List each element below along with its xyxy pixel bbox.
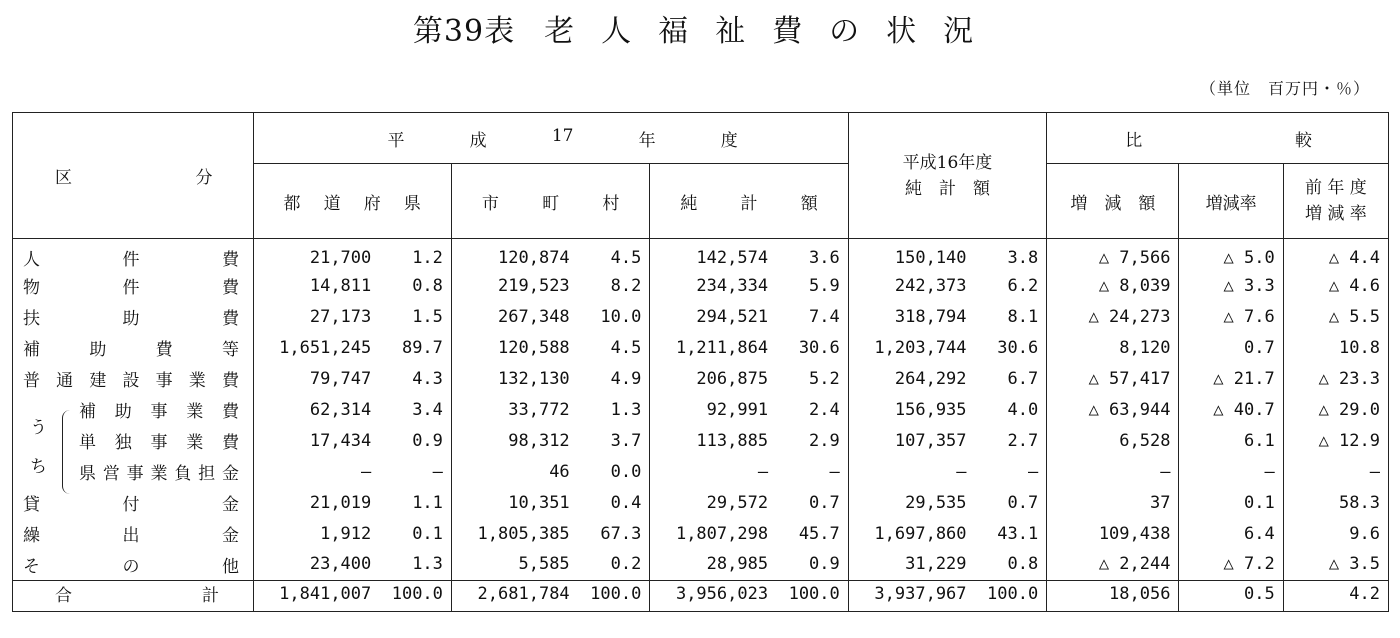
cell-prev: 31,229: [848, 549, 974, 580]
cell-rate: —: [1179, 456, 1283, 487]
header-char: 成: [469, 130, 487, 151]
cell-diff: △ 7,566: [1047, 239, 1179, 271]
cell-diff: 18,056: [1047, 580, 1179, 611]
label-char: 補: [23, 340, 40, 360]
table-number: 第39表: [412, 14, 516, 49]
label-char: 合: [55, 586, 72, 606]
elderly-welfare-table: [12, 112, 1389, 612]
cell-diff: 6,528: [1047, 425, 1179, 456]
cell-muni: 120,874: [451, 239, 577, 271]
cell-diff: 109,438: [1047, 518, 1179, 549]
cell-pref-pct: 1.1: [412, 492, 443, 513]
cell-muni-pct: 0.0: [610, 461, 642, 482]
label-char: 物: [23, 278, 40, 298]
cell-prev-pct: 4.0: [1007, 399, 1039, 420]
cell-rate: 0.1: [1179, 487, 1283, 518]
cell-pref: 21,700: [253, 239, 379, 271]
cell-pref: 27,173: [253, 301, 379, 332]
cell-pref-pct: 89.7: [401, 337, 443, 358]
cell-prev: 242,373: [848, 270, 974, 301]
fy17-header: [253, 113, 848, 164]
label-char: 他: [222, 556, 239, 577]
cell-pref: 1,651,245: [253, 332, 379, 363]
header-char: 純: [680, 193, 698, 214]
cell-pref-pct: —: [432, 461, 443, 482]
label-char: 件: [122, 278, 140, 298]
uchi-char: ち: [30, 457, 47, 477]
cell-prev-rate: △ 3.5: [1283, 549, 1388, 580]
header-char: 道: [323, 193, 341, 214]
cell-net-pct: —: [829, 461, 840, 482]
cell-net: 3,956,023: [650, 580, 776, 611]
cell-rate: △ 7.2: [1179, 549, 1283, 580]
title-char: の: [829, 14, 861, 49]
label-char: 事: [150, 402, 168, 422]
unit-label: （単位 百万円・％）: [1199, 79, 1370, 98]
cell-rate: △ 7.6: [1179, 301, 1283, 332]
label-char: そ: [23, 556, 40, 577]
table-title: [0, 6, 1400, 50]
cell-rate: 6.1: [1179, 425, 1283, 456]
cell-rate: △ 40.7: [1179, 394, 1283, 425]
fy16-line1: 平成16年度: [902, 152, 993, 173]
label-char: 費: [222, 433, 239, 453]
label-char: 扶: [23, 309, 40, 329]
cell-prev-pct: 43.1: [997, 523, 1039, 544]
cell-prev-rate: 4.2: [1283, 580, 1388, 611]
cell-pref-pct: 0.1: [412, 523, 443, 544]
cell-prev: 1,203,744: [848, 332, 974, 363]
cell-net-pct: 2.4: [809, 399, 840, 420]
cell-muni: 5,585: [451, 549, 577, 580]
cell-pref-pct: 1.5: [412, 306, 443, 327]
cell-prev: 3,937,967: [848, 580, 974, 611]
cell-muni: 2,681,784: [451, 580, 577, 611]
title-char: 老: [544, 14, 576, 49]
table-row: [13, 239, 1389, 271]
table-row: [13, 456, 1389, 487]
cell-pref-pct: 4.3: [412, 368, 443, 389]
comparison-header: [1047, 113, 1389, 164]
cell-prev-rate: 58.3: [1283, 487, 1388, 518]
cell-pref-pct: 1.2: [412, 247, 443, 268]
cell-prev-pct: 0.7: [1007, 492, 1039, 513]
cell-prev: —: [848, 456, 974, 487]
cell-net: 234,334: [650, 270, 776, 301]
cell-muni-pct: 10.0: [600, 306, 642, 327]
cell-net: 28,985: [650, 549, 776, 580]
table-row: [13, 394, 1389, 425]
cell-net: 294,521: [650, 301, 776, 332]
change-amount-header: 増 減 額: [1047, 164, 1179, 239]
cell-prev-rate: △ 4.4: [1283, 239, 1388, 271]
title-char: 状: [886, 14, 918, 49]
label-char: 業: [150, 464, 168, 484]
cell-prev-rate: —: [1283, 456, 1388, 487]
cell-prev-pct: 3.8: [1007, 247, 1039, 268]
cell-pref-pct: 0.9: [412, 430, 443, 451]
row-label: [13, 456, 254, 487]
row-label: [13, 363, 254, 394]
table-row: [13, 425, 1389, 456]
cell-rate: △ 5.0: [1179, 239, 1283, 271]
net-total-header: [650, 164, 848, 239]
label-char: 建: [89, 371, 107, 391]
cell-prev-pct: 30.6: [997, 337, 1039, 358]
cell-pref: —: [253, 456, 379, 487]
label-char: 業: [188, 371, 206, 391]
prefecture-header: [253, 164, 451, 239]
cell-muni-pct: 3.7: [610, 430, 642, 451]
header-char: 17: [551, 125, 574, 146]
label-char: 単: [79, 433, 96, 453]
label-char: 事: [150, 433, 168, 453]
table-row: [13, 301, 1389, 332]
cell-net-pct: 100.0: [788, 583, 840, 604]
cell-muni-pct: 4.5: [610, 247, 642, 268]
cell-diff: △ 57,417: [1047, 363, 1179, 394]
prev-rate-line1: 前 年 度: [1304, 178, 1367, 198]
label-char: 人: [23, 250, 40, 270]
cell-rate: 6.4: [1179, 518, 1283, 549]
label-char: 費: [222, 402, 239, 422]
cell-prev-rate: △ 23.3: [1283, 363, 1388, 394]
label-char: 費: [222, 250, 239, 270]
municipality-header: [451, 164, 649, 239]
label-char: 事: [126, 464, 144, 484]
label-char: 業: [186, 433, 204, 453]
cell-muni: 1,805,385: [451, 518, 577, 549]
label-char: 事: [155, 371, 173, 391]
header-char: 度: [720, 130, 738, 151]
cell-prev-pct: —: [1027, 461, 1039, 482]
cell-net-pct: 45.7: [798, 523, 840, 544]
cell-net: 1,807,298: [650, 518, 776, 549]
table-row: [13, 332, 1389, 363]
header-char: 平: [387, 130, 405, 151]
subitem-brace: [62, 410, 73, 494]
cell-prev: 29,535: [848, 487, 974, 518]
cell-prev-rate: △ 29.0: [1283, 394, 1388, 425]
cell-pref-pct: 1.3: [412, 554, 443, 575]
header-char: 都: [283, 193, 301, 214]
label-char: 業: [186, 402, 204, 422]
cell-pref: 1,912: [253, 518, 379, 549]
cell-prev-rate: 9.6: [1283, 518, 1388, 549]
cell-muni-pct: 1.3: [610, 399, 642, 420]
cell-net: 1,211,864: [650, 332, 776, 363]
label-char: 貸: [23, 495, 40, 515]
label-char: 付: [122, 495, 140, 515]
cell-net-pct: 5.9: [809, 275, 840, 296]
cell-diff: △ 2,244: [1047, 549, 1179, 580]
label-char: 金: [221, 464, 239, 484]
cell-rate: △ 21.7: [1179, 363, 1283, 394]
cell-prev: 318,794: [848, 301, 974, 332]
cell-net-pct: 7.4: [809, 306, 840, 327]
cell-diff: 8,120: [1047, 332, 1179, 363]
table-row: [13, 363, 1389, 394]
cell-prev-pct: 6.2: [1007, 275, 1039, 296]
cell-rate: 0.5: [1179, 580, 1283, 611]
label-char: 金: [222, 526, 239, 546]
label-char: の: [122, 556, 140, 577]
uchi-char: う: [30, 418, 47, 438]
cell-pref: 23,400: [253, 549, 379, 580]
cell-pref: 17,434: [253, 425, 379, 456]
header-char: 町: [542, 193, 560, 214]
cell-net: 113,885: [650, 425, 776, 456]
cell-prev-pct: 6.7: [1007, 368, 1039, 389]
cell-muni: 98,312: [451, 425, 577, 456]
title-char: 人: [601, 14, 633, 49]
cell-net-pct: 5.2: [809, 368, 840, 389]
row-label: [13, 518, 254, 549]
cell-prev-rate: △ 5.5: [1283, 301, 1388, 332]
cell-prev: 150,140: [848, 239, 974, 271]
label-char: 担: [198, 464, 216, 484]
cell-prev-pct: 100.0: [987, 583, 1039, 604]
header-char: 比: [1125, 130, 1143, 151]
table-row: [13, 270, 1389, 301]
cell-net-pct: 0.7: [809, 492, 840, 513]
cell-net: 29,572: [650, 487, 776, 518]
cell-prev-rate: △ 4.6: [1283, 270, 1388, 301]
label-char: 通: [56, 371, 74, 391]
table-body: [13, 239, 1389, 612]
cell-prev: 156,935: [848, 394, 974, 425]
title-char: 福: [658, 14, 690, 49]
header-char: 区: [55, 168, 72, 188]
label-char: 等: [221, 340, 239, 360]
cell-prev-pct: 0.8: [1007, 554, 1039, 575]
row-label: [13, 580, 254, 611]
cell-net: 142,574: [650, 239, 776, 271]
cell-rate: △ 3.3: [1179, 270, 1283, 301]
cell-prev: 264,292: [848, 363, 974, 394]
label-char: 費: [222, 309, 239, 329]
row-label: [13, 270, 254, 301]
cell-muni: 132,130: [451, 363, 577, 394]
cell-net-pct: 0.9: [809, 554, 840, 575]
header-char: 府: [363, 193, 381, 214]
label-char: 負: [174, 464, 192, 484]
header-char: 計: [740, 193, 758, 214]
cell-pref-pct: 0.8: [412, 275, 443, 296]
cell-muni: 46: [451, 456, 577, 487]
cell-muni-pct: 8.2: [610, 275, 642, 296]
cell-diff: △ 8,039: [1047, 270, 1179, 301]
fy16-line2: 純 計 額: [904, 178, 990, 199]
prev-rate-line2: 増 減 率: [1304, 204, 1367, 224]
header-char: 県: [403, 193, 421, 214]
cell-diff: —: [1047, 456, 1179, 487]
cell-pref-pct: 100.0: [391, 583, 443, 604]
label-char: 営: [102, 464, 120, 484]
cell-net-pct: 2.9: [809, 430, 840, 451]
cell-pref: 1,841,007: [253, 580, 379, 611]
cell-net: —: [650, 456, 776, 487]
title-char: 費: [772, 14, 804, 49]
cell-prev: 107,357: [848, 425, 974, 456]
label-char: 助: [89, 340, 107, 360]
cell-pref: 14,811: [253, 270, 379, 301]
label-char: 費: [155, 340, 173, 360]
label-char: 繰: [23, 526, 40, 546]
cell-muni: 219,523: [451, 270, 577, 301]
header-char: 市: [481, 193, 499, 214]
cell-pref: 79,747: [253, 363, 379, 394]
label-char: 出: [122, 526, 140, 546]
table-row: [13, 487, 1389, 518]
label-char: 費: [221, 371, 239, 391]
header-char: 年: [638, 130, 656, 151]
row-label: [13, 487, 254, 518]
title-char: 況: [943, 14, 975, 49]
table-row: [13, 518, 1389, 549]
table-row: [13, 580, 1389, 611]
cell-net-pct: 30.6: [798, 337, 840, 358]
cell-prev-rate: △ 12.9: [1283, 425, 1388, 456]
label-char: 独: [114, 433, 132, 453]
cell-prev-pct: 8.1: [1007, 306, 1039, 327]
cell-pref-pct: 3.4: [412, 399, 443, 420]
cell-muni-pct: 4.5: [610, 337, 642, 358]
cell-muni: 267,348: [451, 301, 577, 332]
row-label: [13, 239, 254, 271]
cell-muni-pct: 67.3: [600, 523, 642, 544]
label-char: 助: [114, 402, 132, 422]
title-char: 祉: [715, 14, 747, 49]
cell-muni-pct: 4.9: [610, 368, 642, 389]
fy16-header: [848, 113, 1046, 239]
cell-pref: 62,314: [253, 394, 379, 425]
cell-prev: 1,697,860: [848, 518, 974, 549]
label-char: 助: [122, 309, 140, 329]
row-label: [13, 332, 254, 363]
label-char: 補: [79, 402, 96, 422]
cell-muni: 33,772: [451, 394, 577, 425]
cell-diff: △ 24,273: [1047, 301, 1179, 332]
cell-muni-pct: 0.2: [610, 554, 642, 575]
cell-prev-pct: 2.7: [1007, 430, 1039, 451]
cell-diff: △ 63,944: [1047, 394, 1179, 425]
cell-prev-rate: 10.8: [1283, 332, 1388, 363]
table-row: [13, 549, 1389, 580]
header-char: 分: [195, 168, 213, 188]
label-char: 金: [222, 495, 239, 515]
label-char: 設: [122, 371, 140, 391]
cell-muni-pct: 0.4: [610, 492, 642, 513]
cell-muni: 10,351: [451, 487, 577, 518]
cell-net: 92,991: [650, 394, 776, 425]
row-label: [13, 425, 254, 456]
cell-muni-pct: 100.0: [590, 583, 642, 604]
label-char: 県: [79, 464, 96, 484]
category-header: [13, 113, 254, 239]
cell-muni: 120,588: [451, 332, 577, 363]
header-char: 村: [602, 193, 620, 214]
cell-rate: 0.7: [1179, 332, 1283, 363]
label-char: 費: [222, 278, 239, 298]
cell-net-pct: 3.6: [809, 247, 840, 268]
row-label: [13, 549, 254, 580]
row-label: [13, 394, 254, 425]
row-label: [13, 301, 254, 332]
change-rate-header: 増減率: [1179, 164, 1283, 239]
cell-diff: 37: [1047, 487, 1179, 518]
label-char: 計: [202, 586, 219, 606]
header-char: 較: [1295, 130, 1312, 151]
cell-net: 206,875: [650, 363, 776, 394]
prev-rate-header: [1283, 164, 1388, 239]
header-char: 額: [800, 193, 818, 214]
cell-pref: 21,019: [253, 487, 379, 518]
label-char: 普: [23, 371, 40, 391]
label-char: 件: [122, 250, 140, 270]
